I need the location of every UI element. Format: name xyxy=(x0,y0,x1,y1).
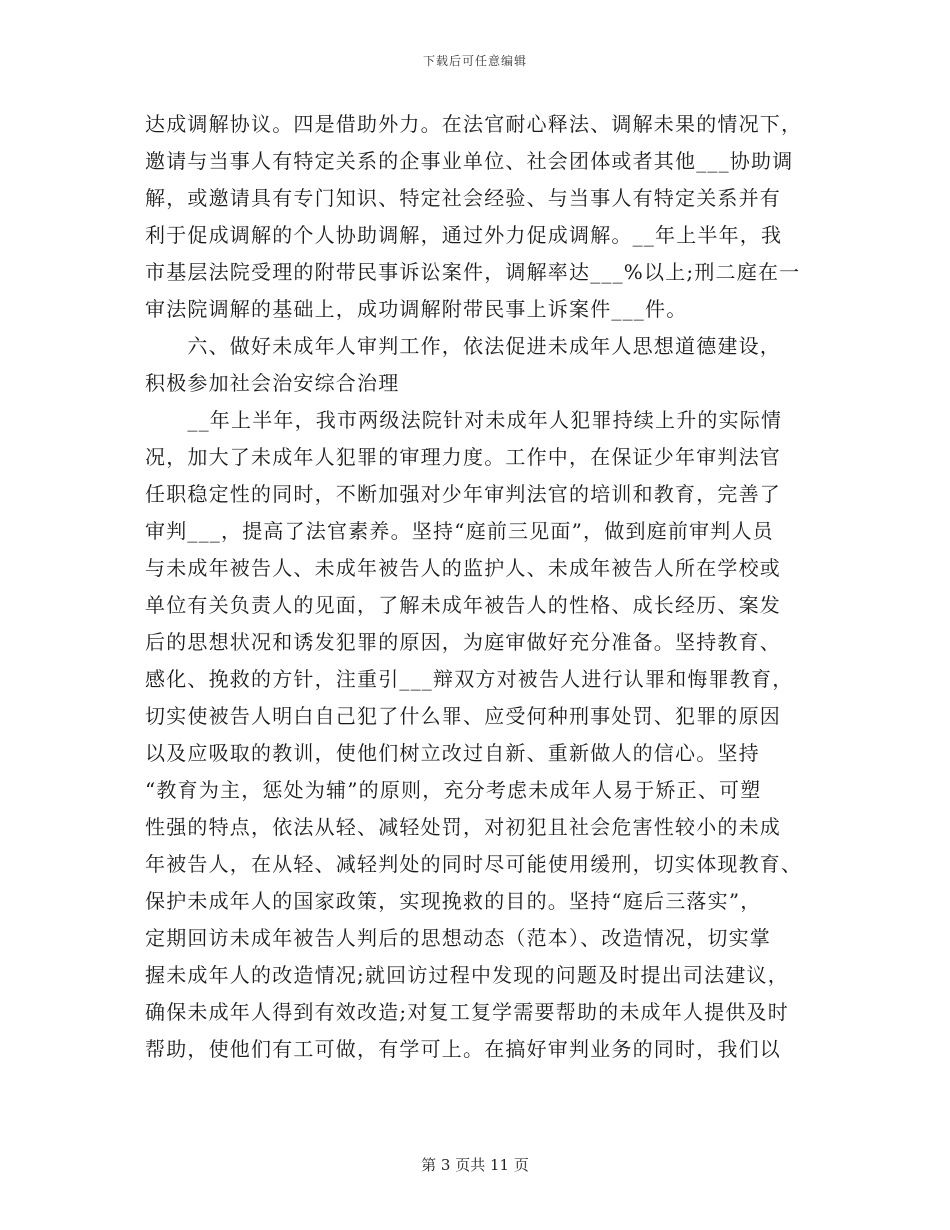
page-header: 下载后可任意编辑 xyxy=(422,54,527,68)
text-line: 任职稳定性的同时，不断加强对少年审判法官的培训和教育，完善了 xyxy=(145,482,781,506)
text-line: 市基层法院受理的附带民事诉讼案件，调解率达___%以上;刑二庭在一 xyxy=(145,260,801,284)
text-line: 保护未成年人的国家政策，实现挽救的目的。坚持“庭后三落实”， xyxy=(145,889,762,913)
text-line: 确保未成年人得到有效改造;对复工复学需要帮助的未成年人提供及时 xyxy=(145,1000,789,1024)
text-line: 切实使被告人明白自己犯了什么罪、应受何种刑事处罚、犯罪的原因 xyxy=(145,704,781,728)
text-line: 邀请与当事人有特定关系的企事业单位、社会团体或者其他___协助调 xyxy=(145,149,794,173)
text-line: 与未成年被告人、未成年被告人的监护人、未成年被告人所在学校或 xyxy=(145,556,781,580)
text-line: 感化、挽救的方针，注重引___辩双方对被告人进行认罪和悔罪教育， xyxy=(145,667,794,691)
text-line: 握未成年人的改造情况;就回访过程中发现的问题及时提出司法建议， xyxy=(145,963,789,987)
text-line: 性强的特点，依法从轻、减轻处罚，对初犯且社会危害性较小的未成 xyxy=(145,815,781,839)
text-line: 年被告人，在从轻、减轻判处的同时尽可能使用缓刑，切实体现教育、 xyxy=(145,852,803,876)
text-line: “教育为主，惩处为辅”的原则，充分考虑未成年人易于矫正、可塑 xyxy=(145,778,762,802)
text-line: 况，加大了未成年人犯罪的审理力度。工作中，在保证少年审判法官 xyxy=(145,445,781,469)
text-line: 帮助，使他们有工可做，有学可上。在搞好审判业务的同时，我们以 xyxy=(145,1037,781,1061)
document-body xyxy=(145,106,810,1068)
section-heading-line: 积极参加社会治安综合治理 xyxy=(145,371,400,395)
section-heading-line: 六、做好未成年人审判工作，依法促进未成年人思想道德建设， xyxy=(145,334,781,358)
page-number: 第 3 页共 11 页 xyxy=(421,1156,529,1174)
text-line: __年上半年，我市两级法院针对未成年人犯罪持续上升的实际情 xyxy=(145,408,783,432)
text-line: 定期回访未成年被告人判后的思想动态（范本）、改造情况，切实掌 xyxy=(145,926,771,950)
text-line: 达成调解协议。四是借助外力。在法官耐心释法、调解未果的情况下， xyxy=(145,112,803,136)
text-line: 审判___，提高了法官素养。坚持“庭前三见面”，做到庭前审判人员 xyxy=(145,519,774,543)
text-line: 解，或邀请具有专门知识、特定社会经验、与当事人有特定关系并有 xyxy=(145,186,781,210)
text-line: 以及应吸取的教训，使他们树立改过自新、重新做人的信心。坚持 xyxy=(145,741,760,765)
text-line: 单位有关负责人的见面，了解未成年被告人的性格、成长经历、案发 xyxy=(145,593,781,617)
text-line: 后的思想状况和诱发犯罪的原因，为庭审做好充分准备。坚持教育、 xyxy=(145,630,781,654)
text-line: 利于促成调解的个人协助调解，通过外力促成调解。__年上半年，我 xyxy=(145,223,783,247)
text-line: 审法院调解的基础上，成功调解附带民事上诉案件___件。 xyxy=(145,297,688,321)
